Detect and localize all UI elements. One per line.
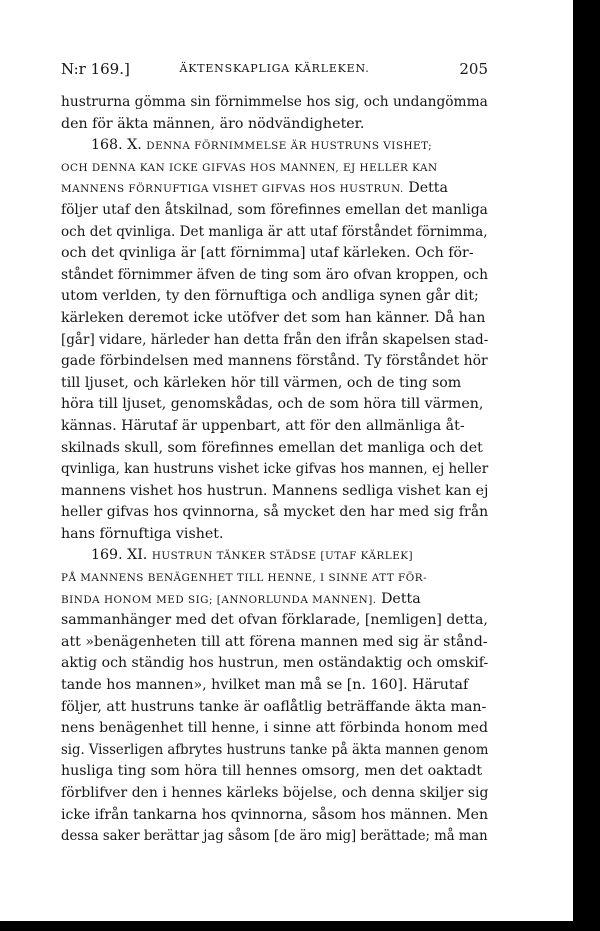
- section-169-heading-end: [61, 589, 488, 611]
- text-line: husliga ting som höra till hennes omsorg, men det oaktadt: [61, 763, 483, 780]
- text-line: och det qvinliga. Det manliga är att utaf förståndet förnimma,: [61, 223, 488, 240]
- text-line: följer utaf den åtskilnad, som förefinnes emellan det manliga: [61, 201, 488, 218]
- running-header: [61, 60, 488, 82]
- scan-edge-bottom: [0, 921, 573, 931]
- text-line: qvinliga, kan hustruns vishet icke gifvas hos mannen, ej heller: [61, 461, 489, 478]
- small-caps-text: OCH DENNA KAN ICKE GIFVAS HOS MANNEN, EJ HELLER KAN: [61, 161, 438, 174]
- text-line: dessa saker berättar jag såsom [de äro mig] berättade; må man: [61, 828, 488, 845]
- text-line: sammanhänger med det ofvan förklarade, [nemligen] detta,: [61, 612, 488, 629]
- text-line: följer, att hustruns tanke är oaflåtlig beträffande äkta man-: [61, 698, 487, 715]
- text-line: och det qvinliga är [att förnimma] utaf kärleken. Och för-: [61, 245, 474, 262]
- small-caps-text: PÅ MANNENS BENÄGENHET TILL HENNE, I SINNE ATT FÖR-: [61, 572, 428, 585]
- text-line: sig. Visserligen afbrytes hustruns tanke på äkta mannen genom: [61, 741, 489, 758]
- text-line: hans förnuftiga vishet.: [61, 525, 224, 542]
- text-line: förblifver den i hennes kärleks böjelse, och denna skiljer sig: [61, 785, 489, 801]
- text-segment: Detta: [381, 590, 421, 607]
- text-line: kärleken deremot icke utöfver det som han känner. Då han: [61, 309, 486, 326]
- section-168-heading-end: [61, 178, 488, 200]
- text-line: skilnads skull, som förefinnes emellan det manliga och det: [61, 439, 483, 456]
- section-169-heading: [61, 545, 488, 567]
- text-line: ståndet förnimmer äfven de ting som äro ofvan kroppen, och: [61, 266, 489, 283]
- body-text: [61, 92, 488, 848]
- text-line: tande hos mannen», hvilket man må se [n. 160]. Härutaf: [61, 677, 469, 694]
- section-168-heading: [61, 135, 488, 157]
- text-line: aktig och ständig hos hustrun, men oständaktig och omskif-: [61, 655, 489, 672]
- section-169-number: 169. XI.: [91, 547, 148, 564]
- section-168-heading-text: DENNA FÖRNIMMELSE ÄR HUSTRUNS VISHET;: [146, 140, 433, 153]
- page-number: 205: [459, 60, 488, 78]
- section-number: N:r 169.]: [61, 60, 130, 78]
- section-168-heading-cont: [61, 157, 488, 179]
- text-line: höra till ljuset, genomskådas, och de som höra till värmen,: [61, 396, 484, 413]
- running-title: ÄKTENSKAPLIGA KÄRLEKEN.: [179, 62, 370, 75]
- text-line: hustrurna gömma sin förnimmelse hos sig, och undangömma: [61, 94, 488, 110]
- section-169-heading-text: HUSTRUN TÄNKER STÄDSE [UTAF KÄRLEK]: [151, 550, 414, 563]
- text-line: mannens vishet hos hustrun. Mannens sedliga vishet kan ej: [61, 482, 489, 499]
- text-line: utom verlden, ty den förnuftiga och andliga synen går dit;: [61, 288, 479, 305]
- text-line: nens benägenhet till henne, i sinne att förbinda honom med: [61, 720, 488, 737]
- text-line: [går] vidare, härleder han detta från den ifrån skapelsen stad-: [61, 331, 489, 348]
- small-caps-text: BINDA HONOM MED SIG; [ANNORLUNDA MANNEN].: [61, 593, 377, 606]
- text-line: heller gifvas hos qvinnorna, så mycket den har med sig från: [61, 504, 489, 521]
- scan-edge-right: [573, 0, 600, 931]
- text-segment: Detta: [408, 180, 448, 197]
- text-line: till ljuset, och kärleken hör till värmen, och de ting som: [61, 374, 462, 391]
- text-line: att »benägenheten till att förena mannen med sig är stånd-: [61, 633, 488, 650]
- text-line: icke ifrån tankarna hos qvinnorna, såsom hos männen. Men: [61, 806, 489, 823]
- text-line: kännas. Härutaf är uppenbart, att för den allmänliga åt-: [61, 417, 465, 434]
- section-169-heading-cont: [61, 567, 488, 589]
- text-line: den för äkta männen, äro nödvändigheter.: [61, 115, 365, 132]
- small-caps-text: MANNENS FÖRNUFTIGA VISHET GIFVAS HOS HUSTRUN.: [61, 183, 404, 196]
- text-line: gade förbindelsen med mannens förstånd. Ty förståndet hör: [61, 353, 488, 370]
- section-168-number: 168. X.: [91, 137, 142, 154]
